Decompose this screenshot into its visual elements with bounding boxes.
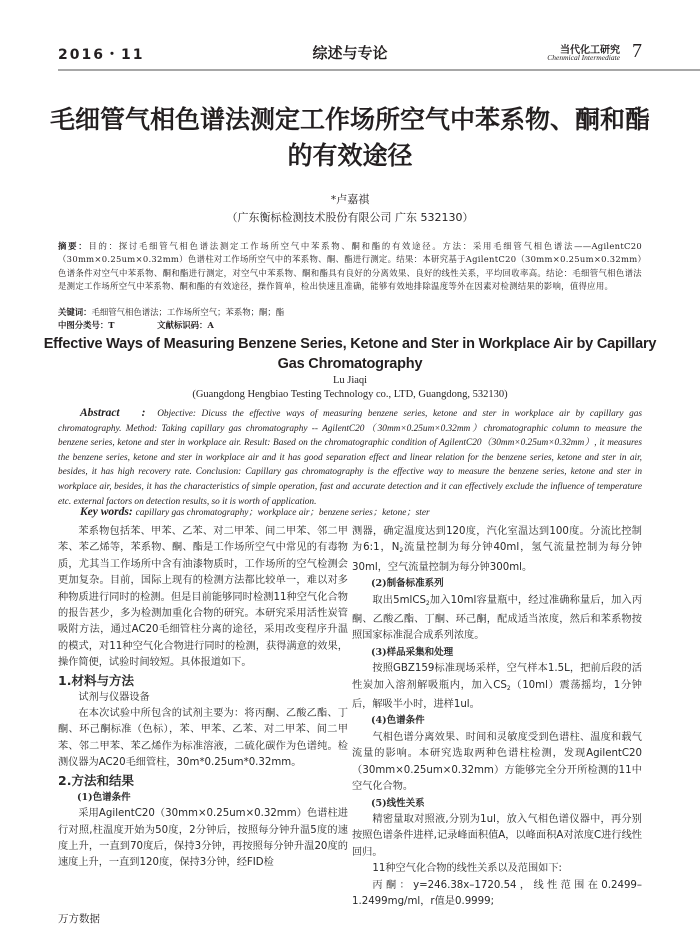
- subheading-standard-series: (2)制备标准系列: [371, 578, 444, 590]
- article-title-cn: 毛细管气相色谱法测定工作场所空气中苯系物、酮和酯的有效途径: [49, 105, 650, 170]
- keywords-cn-text: 毛细管气相色谱法；工作场所空气；苯系物；酮；酯: [91, 307, 285, 317]
- chromatography-paragraph-cont: 测器，确定温度达到120度，汽化室温达到100度。分流比控制为6:1，$N_2$流量控制为每分钟40ml，氢气流量控制为每分钟30ml，空气流量控制为每分钟300ml。: [352, 526, 642, 573]
- keywords-cn: [58, 306, 642, 318]
- clc-label: 中图分类号：: [58, 320, 109, 330]
- reagents-paragraph: 在本次试验中所包含的试剂主要为：将丙酮、乙酸乙酯、丁酮、环己酮标准（色标），苯、甲苯、乙苯、对二甲苯、间二甲苯、邻二甲苯、苯乙烯作为标准溶液，二硫化碳作为色谱纯。检测仪器为AC20毛细管柱，30m*0.25um*0.32mm。: [58, 708, 348, 769]
- abstract-en: Abstract : Objective: Dicuss the effective ways of measuring benzene series, ketone and ster in workplace air by capillary gas chromatography. Method: Taking capillary gas chromatography -- AgilentC20（30mm×0.25um×0.32mm）chromatographic column to measure the benzene series, ketone and ster in workplace air. Result: Based on the chromatographic condition of AgilentC20（30mm×0.25um×0.32mm）, it measures the benzene series, ketone and ster in workplace air and it has good separation effect and linear relation for the benzene series, ketone and ster in air, besides, it has high recovery rate. Conclusion: Capillary gas chromatography is the effective way to measure the benzene series, ketone and ster in workplace air, besides, it has the characteristics of simple operation, fast and accurate detection and it can effectively exclude the influence of temperature etc. external factors on detection results, so it is worth of application.: [58, 407, 642, 507]
- intro-paragraph: 苯系物包括苯、甲苯、乙苯、对二甲苯、间二甲苯、邻二甲苯、苯乙烯等，苯系物、酮、酯是工作场所空气中常见的有毒物质，尤其当工作场所中含有油漆物质时，工作场所的空气检测会更加复杂。目前，国际上现有的检测方法都比较单一，难以对多种物质进行同时的检测。但是目前能够同时检测11种空气化合物的报告甚少，多为检测加重化合物的研究。本研究采用活性炭管吸附方法，通过AC20毛细管柱分离的途径，采用改变程序升温的模式，对11种空气化合物进行同时的检测，获得满意的效果，操作简便，试验时间较短。具体报道如下。: [58, 526, 348, 669]
- affiliation-cn: （广东衡标检测技术股份有限公司 广东 532130）: [226, 211, 474, 224]
- acetone-equation: 丙酮：y=246.38x–1720.54，线性范围在0.2499–1.2499mg/ml，r值是0.9999;: [352, 879, 642, 907]
- abstract-cn-text: 目的：探讨毛细管气相色谱法测定工作场所空气中苯系物、酮和酯的有效途径。方法：采用毛细管气相色谱法——AgilentC20（30mm×0.25um×0.32mm）色谱柱对工作场所空气中的苯系物、酮、酯进行测定。结果：本研究基于AgilentC20（30mm×0.25um×0.32mm）色谱条件对空气中苯系物、酮和酯进行测定，对空气中苯系物、酮和酯具有良好的分离效果、良好的线性关系，平均回收率高。结论：毛细管气相色谱法是测定工作场所空气中苯系物、酮和酯的有效途径，操作简单，检出快速且准确，能够有效地排除温度等外在因素对检测结果的影响，值得应用。: [58, 241, 642, 291]
- section-heading-1: 1.材料与方法: [58, 672, 134, 688]
- keywords-en: Key words: capillary gas chromatography；workplace air；benzene series；ketone；ster: [80, 506, 430, 518]
- section-heading-2: 2.方法和结果: [58, 772, 134, 788]
- watermark-text: 万方数据: [58, 913, 100, 925]
- conditions-paragraph: 气相色谱分离效果、时间和灵敏度受到色谱柱、温度和载气流量的影响。本研究选取两种色谱柱检测，发现AgilentC20（30mm×0.25um×0.32mm）方能够完全分开所检测的11中空气化合物。: [352, 731, 642, 793]
- body-column-right: [352, 524, 642, 910]
- doc-code-label: 文献标识码：: [157, 320, 208, 330]
- chromatography-paragraph: 采用AgilentC20（30mm×0.25um×0.32mm）色谱柱进行对照,柱温度开始为50度，2分钟后，按照每分钟升温5度的速度上升，一直到70度后，保持3分钟，再按照每分钟升温20度的速度上升，一直到120度，保持3分钟，经FID检: [58, 808, 348, 869]
- subheading-linearity: (5)线性关系: [371, 797, 425, 809]
- linearity-paragraph: 精密量取对照液,分别为1ul，放入气相色谱仪器中，再分别按照色谱条件进样,记录峰面积值A，以峰面积A对浓度C进行线性回归。: [352, 813, 642, 858]
- standard-series-paragraph: 取出5mlCS$_2$加入10ml容量瓶中，经过准确称量后，加入丙酮、乙酸乙酯、丁酮、环己酮，配成适当浓度，然后和苯系物按照国家标准混合成系列浓度。: [352, 594, 642, 642]
- abstract-en-label: Abstract: [80, 407, 120, 419]
- keywords-cn-label: 关键词：: [58, 307, 92, 317]
- doc-code-value: A: [207, 320, 214, 330]
- classification: [58, 319, 642, 331]
- issue-label: 2016・11: [58, 47, 145, 63]
- author-cn: *卢嘉祺: [330, 193, 370, 206]
- clc-value: T: [108, 320, 115, 330]
- linearity-intro: 11种空气化合物的线性关系以及范围如下:: [372, 863, 562, 875]
- subsection-reagents: 试剂与仪器设备: [78, 691, 150, 703]
- sampling-paragraph: 按照GBZ159标准现场采样，空气样本1.5L，把前后段的活性炭加入溶剂解吸瓶内，加入$CS_2(10ml)$震荡摇均，1分钟后，解吸半小时，进样1ul。: [352, 663, 642, 711]
- page-number: 7: [632, 40, 642, 62]
- article-title-en: Effective Ways of Measuring Benzene Series, Ketone and Ster in Workplace Air by Capillary Gas Chromatography: [43, 336, 657, 372]
- abstract-cn-label: 摘要：: [58, 241, 89, 251]
- journal-name-en: Chenmical Intermediate: [547, 53, 620, 62]
- abstract-cn: [58, 240, 642, 293]
- subheading-chromatography-conditions: (1)色谱条件: [77, 791, 131, 803]
- running-header: [58, 40, 642, 64]
- subheading-sampling: (3)样品采集和处理: [371, 646, 454, 658]
- affiliation-en: (Guangdong Hengbiao Testing Technology co., LTD, Guangdong, 532130): [192, 389, 508, 400]
- section-label: 综述与专论: [312, 44, 388, 62]
- author-en: Lu Jiaqi: [332, 375, 368, 386]
- keywords-en-label: Key words: [80, 506, 129, 518]
- header-rule: [58, 69, 700, 71]
- journal-name-cn: 当代化工研究: [560, 45, 620, 56]
- keywords-en-text: capillary gas chromatography；workplace air；benzene series；ketone；ster: [135, 508, 430, 518]
- abstract-en-text: Objective: Dicuss the effective ways of measuring benzene series, ketone and ster in workplace air by capillary gas chromatography. Method: Taking capillary gas chromatography -- AgilentC20（30mm×0.25um×0.32mm）chromatographic column to measure the benzene series, ketone and ster in workplace air. Result: Based on the chromatographic condition of AgilentC20（30mm×0.25um×0.32mm）, it measures the benzene series, ketone and ster in workplace air and it has good separation effect and linear relation for the benzene series, ketone and ster in air, besides, it has high recovery rate. Conclusion: Capillary gas chromatography is the effective way to measure the benzene series, ketone and ster in workplace air, besides, it has the characteristics of simple operation, fast and accurate detection and it can effectively exclude the influence of temperature etc. external factors on detection results, so it is worth of application.: [58, 409, 642, 507]
- body-column-left: [58, 524, 348, 872]
- subheading-conditions: (4)色谱条件: [371, 715, 425, 727]
